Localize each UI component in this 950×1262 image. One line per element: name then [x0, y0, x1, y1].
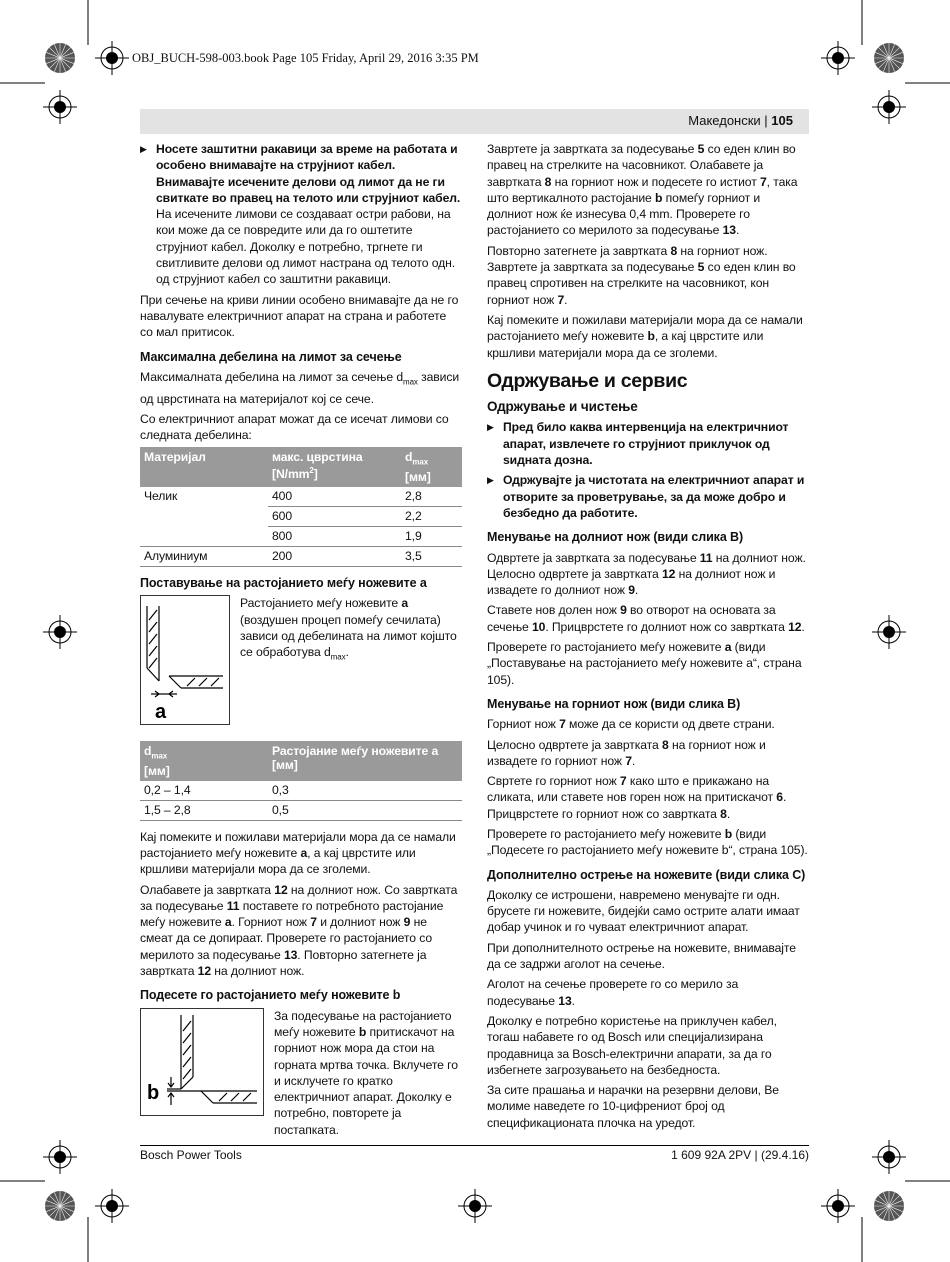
can-cut-text: Со електричниот апарат можат да се исечат лимови со следната дебелина:: [140, 411, 449, 443]
cable-replacement: Доколку е потребно користење на приклучен кабел, тогаш набавете го од Bosch или специјализирана продавница за Bosch-електрични апарати, за да го избегнете загрозувањето на безбедноста.: [487, 1013, 777, 1077]
adjust-b-text: Завртете ја завртката за подесување 5 со еден клин во правец на стрелките на часовникот. Олабавете ја завртката 8 на горниот нож и подесете го истиот 7, така што вертикалното растојание b помеѓу горниот и долниот нож ќе изнесува 0,4 mm. Проверете го растојанието со мерилото за подесување 13.: [487, 142, 798, 238]
lower-blade-1: Одвртете ја завртката за подесување 11 на долниот нож. Целосно одвртете ја завртката 12 на долниот нож и извадете го долниот нож 9.: [487, 550, 806, 598]
upper-blade-3: Свртете го горниот нож 7 како што е прикажано на сликата, или ставете нов горен нож на притискачот 6. Прицврстете го горниот нож со завртката 8.: [487, 774, 787, 821]
max-thickness-text: Максималната дебелина на лимот за сечење $d_{max}$ зависи од цврстината на материјалот кој се сече.: [140, 369, 460, 406]
retighten-text: Повторно затегнете ја завртката 8 на горниот нож. Завртете ја завртката за подесување 5 со еден клин во правец спротивен на стрелките на часовникот, кон горниот нож 7.: [487, 243, 796, 307]
figure-gap-b: [140, 1008, 264, 1116]
soft-materials-a: Кај помеките и пожилави материјали мора да се намали растојанието меѓу ножевите a, а кај цврстите или кршливи материјали мора да се зголеми.: [140, 829, 456, 877]
header-page-number: 105: [771, 113, 793, 128]
book-info: OBJ_BUCH-598-003.book Page 105 Friday, April 29, 2016 3:35 PM: [132, 51, 479, 65]
soft-materials-b: Кај помеките и пожилави материјали мора да се намали растојанието меѓу ножевите b, а кај цврстите или кршливи материјали мора да се зголеми.: [487, 312, 803, 360]
thickness-table: Материјал макс. цврстина $[N/mm^2]$ $d_{max}$ [мм] Челик 400 2,8 600 2,2 800 1,9 Алуминиум 200 3,5: [140, 447, 462, 566]
loosen-screw-text: Олабавете ја завртката 12 на долниот нож. Со завртката за подесување 11 поставете го потребното растојание меѓу ножевите a. Горниот нож 7 и долниот нож 9 не смеат да се допираат. Проверете го растојанието со мерилото за подесување 13. Повторно затегнете ја завртката 12 на долниот нож.: [140, 882, 458, 979]
sharpening-2: При дополнителното острење на ножевите, внимавајте да се задржи аголот на сечење.: [487, 940, 796, 972]
sharpening-1: Доколку се истрошени, навремено менувајте ги одн. брусете ги ножевите, бидејќи само острите алати имаат добар учинок и го чуваат електричниот апарат.: [487, 887, 800, 935]
corner-sunburst-bl: [45, 1191, 75, 1221]
figure-label-a: a: [155, 701, 167, 724]
corner-sunburst-tl: [45, 43, 75, 73]
figure-label-b: b: [147, 1081, 160, 1104]
table-row: 800 1,9: [140, 526, 462, 546]
lower-blade-3: Проверете го растојанието меѓу ножевите a (види „Поставување на растојанието меѓу ножевите a“, страна 105).: [487, 640, 802, 687]
curves-note: При сечење на криви линии особено внимавајте да не го навалувате електричниот апарат на страна и работете со мал притисок.: [140, 292, 459, 340]
gap-table: $d_{max}$ [мм] Растојание меѓу ножевите a [мм] 0,2 – 1,4 0,3 1,5 – 2,8 0,5: [140, 741, 462, 820]
footer-left: Bosch Power Tools: [140, 1148, 242, 1162]
heading-lower-blade: Менување на долниот нож (види слика B): [487, 530, 744, 545]
heading-set-gap-b: Подесете го растојанието меѓу ножевите b: [140, 988, 401, 1003]
upper-blade-1: Горниот нож 7 може да се користи од двете страни.: [487, 717, 775, 732]
bullet-keep-clean: ▶ Одржувајте ја чистотата на електричниот апарат и отворите за проветрување, за да може добро и безбедно да работите.: [487, 472, 809, 521]
sharpening-3: Аголот на сечење проверете го со мерило за подесување 13.: [487, 977, 739, 1008]
heading-upper-blade: Менување на горниот нож (види слика B): [487, 696, 741, 711]
left-column: [140, 141, 462, 1144]
safety-bullet-gloves: ▶ Носете заштитни ракавици за време на работата и особено внимавајте на струјниот кабел. Внимавајте исечените делови од лимот да не ги свиткате во правец на телото или струјниот кабел. На исечените лимови се создаваат остри рабови, на кои може да се повредите или да го оштетите струјниот кабел. Доколку е потребно, тргнете ги свитливите делови од лимот настрана од телото одн. од струјниот кабел со заштитни ракавици.: [140, 141, 462, 288]
table-row: Челик 400 2,8: [144, 488, 422, 504]
header-language: Македонски: [688, 113, 761, 128]
heading-maintenance-service: Одржување и сервис: [487, 369, 688, 392]
bullet-unplug: ▶ Пред било каква интервенција на електричниот апарат, извлечете го струјниот приклучок од ѕидната дозна.: [487, 419, 809, 468]
footer-divider: [140, 1145, 809, 1146]
upper-blade-2: Целосно одвртете ја завртката 8 на горниот нож и извадете го горниот нож 7.: [487, 737, 766, 768]
page-header: Македонски | 105: [140, 109, 809, 134]
lower-blade-2: Ставете нов долен нож 9 во отворот на основата за сечење 10. Прицврстете го долниот нож со завртката 12.: [487, 603, 805, 634]
figure-gap-a: [140, 595, 230, 725]
table-row: 1,5 – 2,8 0,5: [140, 800, 462, 820]
table-row: 600 2,2: [140, 506, 462, 526]
heading-set-gap-a: Поставување на растојанието меѓу ножевите a: [140, 575, 427, 590]
heading-max-thickness: Максимална дебелина на лимот за сечење: [140, 349, 402, 364]
table-row: 0,2 – 1,4 0,3: [144, 782, 289, 797]
heading-sharpening: Дополнително острење на ножевите (види слика C): [487, 867, 806, 882]
corner-sunburst-br: [874, 1191, 904, 1221]
upper-blade-4: Проверете го растојанието меѓу ножевите b (види „Подесете го растојанието меѓу ножевите b“, страна 105).: [487, 826, 808, 858]
right-column: [487, 141, 809, 1135]
gap-b-description: За подесување на растојанието меѓу ножевите b притискачот на горниот нож мора да стои на горната мртва точка. Вклучете го и исклучете го кратко електричниот апарат. Доколку е потребно, повторете ја постапката.: [274, 1008, 458, 1137]
spare-parts-note: За сите прашања и нарачки на резервни делови, Ве молиме наведете го 10-цифрениот број од спецификационата плочка на уредот.: [487, 1083, 779, 1130]
corner-sunburst-tr: [874, 43, 904, 73]
heading-maintenance-cleaning: Одржување и чистење: [487, 399, 638, 415]
footer-right: 1 609 92A 2PV | (29.4.16): [671, 1148, 809, 1162]
table-row: Алуминиум 200 3,5: [140, 546, 462, 566]
gap-a-description: Растојанието меѓу ножевите a (воздушен процеп помеѓу сечилата) зависи од дебелината на лимот којшто се обработува $d_{max}$.: [240, 596, 457, 662]
